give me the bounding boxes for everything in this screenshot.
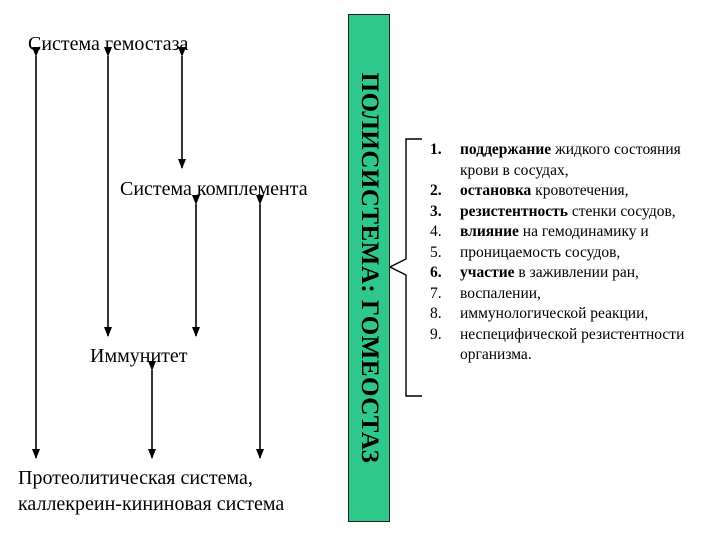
- function-keyword: влияние: [460, 223, 519, 240]
- function-number: 3.: [430, 202, 442, 220]
- function-text: жидкого состояния крови в сосудах,: [460, 141, 681, 179]
- function-text: иммунологической реакции,: [460, 305, 649, 322]
- immunity-label: Иммунитет: [90, 345, 188, 367]
- function-item: [423, 202, 713, 223]
- function-number: 7.: [430, 284, 442, 302]
- function-keyword: остановка: [460, 182, 532, 199]
- homeostasis-band-title: ПОЛИСИСТЕМА: ГОМЕОСТАЗ: [356, 72, 383, 464]
- function-text: стенки сосудов,: [567, 202, 676, 220]
- function-number: 5.: [430, 243, 442, 261]
- function-text: на гемодинамику и: [518, 223, 649, 240]
- function-number: 1.: [430, 141, 442, 158]
- function-keyword: участие: [460, 264, 515, 281]
- function-item: [423, 140, 713, 181]
- hemostasis-system-label: Система гемостаза: [28, 33, 189, 55]
- homeostasis-polysystem-band: [348, 14, 390, 522]
- function-keyword: резистентность: [460, 202, 568, 220]
- function-item: [423, 222, 713, 243]
- kallikrein-kinin-system-label-line2: каллекреин-кининовая система: [18, 493, 285, 515]
- function-keyword: поддержание: [460, 141, 552, 158]
- function-number: 6.: [430, 264, 442, 281]
- function-item: [423, 284, 713, 305]
- function-number: 2.: [430, 182, 442, 199]
- brace-connector: [388, 135, 424, 400]
- function-text: проницаемость сосудов,: [460, 243, 621, 261]
- function-text: неспецифической резистентности организма.: [460, 325, 685, 363]
- function-text: в заживлении ран,: [514, 264, 639, 281]
- function-item: [423, 304, 713, 325]
- function-text: кровотечения,: [531, 182, 629, 199]
- function-number: 8.: [430, 305, 442, 322]
- proteolytic-system-label-line1: Протеолитическая система,: [18, 467, 253, 489]
- function-text: воспалении,: [460, 284, 541, 302]
- function-item: [423, 243, 713, 264]
- function-item: [423, 181, 713, 202]
- function-number: 4.: [430, 223, 442, 240]
- complement-system-label: Система комплемента: [120, 178, 308, 200]
- homeostasis-functions-list: [423, 140, 713, 366]
- function-item: [423, 263, 713, 284]
- function-number: 9.: [430, 325, 442, 343]
- function-item: [423, 325, 713, 366]
